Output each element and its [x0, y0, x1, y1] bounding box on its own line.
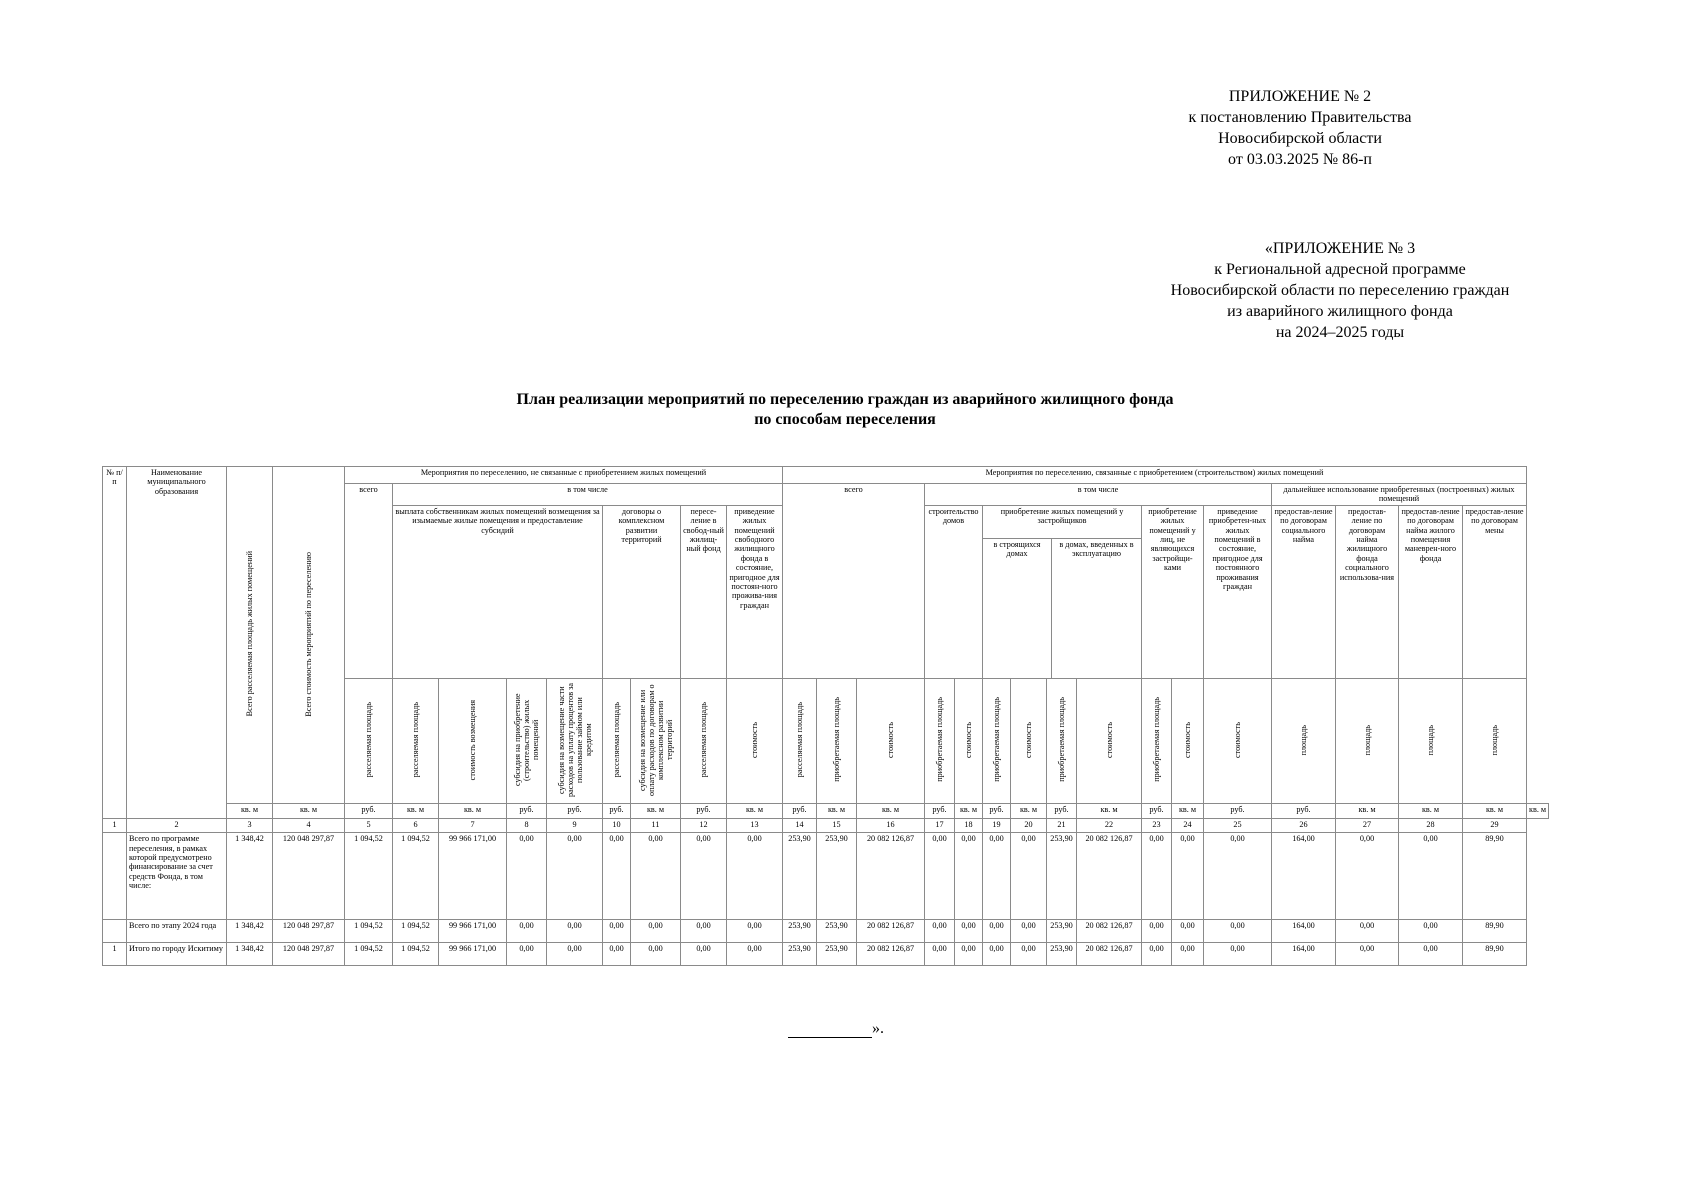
column-number-cell: 12	[681, 819, 727, 833]
value-cell: 89,90	[1463, 943, 1527, 966]
value-cell: 0,00	[1336, 833, 1399, 920]
value-cell: 0,00	[547, 920, 603, 943]
value-cell: 0,00	[681, 833, 727, 920]
value-cell: 1 094,52	[345, 920, 393, 943]
sub-cost: стоимость	[1172, 678, 1204, 803]
column-number-cell: 20	[1011, 819, 1047, 833]
unit-cell: кв. м	[1463, 804, 1527, 819]
value-cell: 89,90	[1463, 833, 1527, 920]
unit-cell: кв. м	[955, 804, 983, 819]
value-cell: 99 966 171,00	[439, 833, 507, 920]
document-title-line: по способам переселения	[754, 411, 936, 428]
value-cell: 1 094,52	[393, 943, 439, 966]
column-number-cell: 22	[1077, 819, 1142, 833]
annex-3-line: на 2024–2025 годы	[1275, 324, 1405, 341]
sub-cost: стоимость	[1011, 678, 1047, 803]
annex-3-line: из аварийного жилищного фонда	[1227, 303, 1453, 320]
unit-cell: руб.	[345, 804, 393, 819]
header-total-cost: Всего стоимость мероприятий по переселению	[273, 467, 345, 804]
value-cell: 253,90	[783, 943, 817, 966]
value-cell: 120 048 297,87	[273, 920, 345, 943]
sub-cost: стоимость	[857, 678, 925, 803]
group-exchange: предостав-ление по договорам мены	[1463, 505, 1527, 678]
plan-table-wrapper	[102, 466, 1549, 966]
value-cell: 20 082 126,87	[857, 920, 925, 943]
column-number-cell: 27	[1336, 819, 1399, 833]
sub-subsidy-interest: субсидия на возмещение части расходов на уплату процентов за пользование займом или кредитом	[547, 678, 603, 803]
column-number-cell: 23	[1142, 819, 1172, 833]
value-cell: 253,90	[1047, 833, 1077, 920]
group-bring-free-fund: приведение жилых помещений свободного жилищного фонда в состояние, пригодное для постоян-ного прожива-ния граждан	[727, 505, 783, 678]
value-cell: 0,00	[1142, 833, 1172, 920]
unit-cell: руб.	[783, 804, 817, 819]
value-cell: 253,90	[783, 920, 817, 943]
value-cell: 99 966 171,00	[439, 943, 507, 966]
sub-acquired-area: приобретаемая площадь	[1142, 678, 1172, 803]
column-number-cell: 25	[1204, 819, 1272, 833]
annex-2-line: ПРИЛОЖЕНИЕ № 2	[1228, 88, 1372, 105]
column-number-cell: 3	[227, 819, 273, 833]
nonacq-including: в том числе	[393, 484, 783, 506]
value-cell: 1 094,52	[393, 833, 439, 920]
group-acquisition: Мероприятия по переселению, связанные с приобретением (строительством) жилых помещений	[783, 467, 1527, 484]
column-numbers-row	[103, 819, 1549, 833]
group-purchase-non-developers: приобретение жилых помещений у лиц, не являющихся застройщи-ками	[1142, 505, 1204, 678]
value-cell: 0,00	[681, 920, 727, 943]
annex-3-heading	[1120, 238, 1560, 343]
header-number: № п/п	[103, 467, 127, 819]
unit-cell: кв. м	[227, 804, 273, 819]
value-cell: 164,00	[1272, 833, 1336, 920]
value-cell: 0,00	[925, 943, 955, 966]
sub-cost: стоимость	[1204, 678, 1272, 803]
value-cell: 0,00	[727, 920, 783, 943]
document-title-line: План реализации мероприятий по переселению граждан из аварийного жилищного фонда	[516, 391, 1174, 408]
value-cell: 89,90	[1463, 920, 1527, 943]
sub-area: площадь	[1399, 678, 1463, 803]
column-number-cell: 17	[925, 819, 955, 833]
table-row	[103, 833, 1549, 920]
value-cell: 0,00	[631, 920, 681, 943]
value-cell: 0,00	[955, 943, 983, 966]
column-number-cell: 9	[547, 819, 603, 833]
value-cell: 0,00	[1399, 943, 1463, 966]
column-number-cell: 29	[1463, 819, 1527, 833]
unit-cell: руб.	[507, 804, 547, 819]
row-number: 1	[103, 943, 127, 966]
unit-cell: кв. м	[393, 804, 439, 819]
value-cell: 0,00	[631, 833, 681, 920]
value-cell: 120 048 297,87	[273, 943, 345, 966]
unit-cell: руб.	[1204, 804, 1272, 819]
value-cell: 99 966 171,00	[439, 920, 507, 943]
value-cell: 0,00	[631, 943, 681, 966]
unit-cell: кв. м	[1077, 804, 1142, 819]
group-purchase-developers: приобретение жилых помещений у застройщиков в строящихся домах в домах, введенных в эксплуатацию	[983, 505, 1142, 678]
value-cell: 0,00	[1204, 920, 1272, 943]
value-cell: 253,90	[783, 833, 817, 920]
sub-cost: стоимость	[1077, 678, 1142, 803]
value-cell: 1 094,52	[345, 833, 393, 920]
column-number-cell: 7	[439, 819, 507, 833]
value-cell: 20 082 126,87	[857, 943, 925, 966]
value-cell: 0,00	[507, 920, 547, 943]
value-cell: 0,00	[1142, 943, 1172, 966]
value-cell: 0,00	[1142, 920, 1172, 943]
value-cell: 0,00	[1204, 833, 1272, 920]
value-cell: 0,00	[955, 833, 983, 920]
table-row	[103, 920, 1549, 943]
value-cell: 0,00	[1399, 920, 1463, 943]
annex-2-line: Новосибирской области	[1218, 130, 1382, 147]
column-number-cell: 21	[1047, 819, 1077, 833]
column-number-cell: 4	[273, 819, 345, 833]
row-number	[103, 833, 127, 920]
unit-cell: руб.	[603, 804, 631, 819]
sub-cost: стоимость	[955, 678, 983, 803]
annex-3-line: Новосибирской области по переселению граждан	[1170, 282, 1510, 299]
header-municipality: Наименование муниципального образования	[127, 467, 227, 819]
value-cell: 253,90	[1047, 920, 1077, 943]
column-number-cell: 5	[345, 819, 393, 833]
unit-cell: руб.	[1047, 804, 1077, 819]
nonacq-total: всего	[345, 484, 393, 679]
group-maneuver-fund: предостав-ление по договорам найма жилого помещения маневрен-ного фонда	[1399, 505, 1463, 678]
unit-cell: кв. м	[727, 804, 783, 819]
value-cell: 0,00	[1336, 920, 1399, 943]
value-cell: 0,00	[1011, 920, 1047, 943]
group-compensation-payment: выплата собственникам жилых помещений возмещения за изымаемые жилые помещения и предоставление субсидий	[393, 505, 603, 678]
value-cell: 253,90	[1047, 943, 1077, 966]
column-number-cell: 6	[393, 819, 439, 833]
group-free-fund: пересе-ление в свобод-ный жилищ-ный фонд	[681, 505, 727, 678]
value-cell: 0,00	[547, 833, 603, 920]
table-data-body	[103, 833, 1549, 966]
document-title	[300, 390, 1390, 430]
value-cell: 0,00	[983, 920, 1011, 943]
sub-acquired-area: приобретаемая площадь	[925, 678, 955, 803]
value-cell: 0,00	[1336, 943, 1399, 966]
column-number-cell: 19	[983, 819, 1011, 833]
unit-cell: кв. м	[1399, 804, 1463, 819]
value-cell: 20 082 126,87	[1077, 920, 1142, 943]
value-cell: 0,00	[1172, 833, 1204, 920]
value-cell: 0,00	[603, 943, 631, 966]
value-cell: 0,00	[1204, 943, 1272, 966]
sub-acquired-area: приобретаемая площадь	[817, 678, 857, 803]
value-cell: 1 348,42	[227, 943, 273, 966]
sub-resettled-area: расселяемая площадь	[393, 678, 439, 803]
end-quote: ».	[872, 1020, 884, 1037]
value-cell: 1 094,52	[345, 943, 393, 966]
column-number-cell: 11	[631, 819, 681, 833]
group-bring-acquired: приведение приобретен-ных жилых помещений в состояние, пригодное для постоянного проживания граждан	[1204, 505, 1272, 678]
unit-cell: кв. м	[273, 804, 345, 819]
row-name: Всего по программе переселения, в рамках которой предусмотрено финансирование за счет средств Фонда, в том числе:	[127, 833, 227, 920]
acq-including: в том числе	[925, 484, 1272, 506]
column-number-cell: 1	[103, 819, 127, 833]
sub-resettled-area: расселяемая площадь	[681, 678, 727, 803]
value-cell: 0,00	[603, 920, 631, 943]
unit-cell: кв. м	[1011, 804, 1047, 819]
sub-compensation-cost: стоимость возмещения	[439, 678, 507, 803]
value-cell: 0,00	[983, 943, 1011, 966]
value-cell: 0,00	[547, 943, 603, 966]
value-cell: 0,00	[925, 833, 955, 920]
unit-cell: кв. м	[1336, 804, 1399, 819]
column-number-cell: 14	[783, 819, 817, 833]
sub-area: площадь	[1463, 678, 1527, 803]
column-number-cell: 10	[603, 819, 631, 833]
group-territory-contracts: договоры о комплексном развитии территорий	[603, 505, 681, 678]
column-number-cell: 28	[1399, 819, 1463, 833]
group-social-use-rent: предостав-ление по договорам найма жилищного фонда социального использова-ния	[1336, 505, 1399, 678]
table-row	[103, 943, 1549, 966]
unit-cell: руб.	[925, 804, 955, 819]
column-number-cell: 24	[1172, 819, 1204, 833]
value-cell: 1 348,42	[227, 833, 273, 920]
column-number-cell: 26	[1272, 819, 1336, 833]
value-cell: 0,00	[983, 833, 1011, 920]
value-cell: 253,90	[817, 833, 857, 920]
annex-2-heading	[1140, 86, 1460, 170]
group-further-use: дальнейшее использование приобретенных (построенных) жилых помещений	[1272, 484, 1527, 506]
sub-resettled-area: расселяемая площадь	[783, 678, 817, 803]
row-name: Всего по этапу 2024 года	[127, 920, 227, 943]
row-name: Итого по городу Искитиму	[127, 943, 227, 966]
unit-cell: кв. м	[817, 804, 857, 819]
unit-cell: кв. м	[1172, 804, 1204, 819]
sub-acquired-area: приобретаемая площадь	[1047, 678, 1077, 803]
sub-subsidy-contract: субсидия на возмещение или оплату расходов по договорам о комплексном развитии территорий	[631, 678, 681, 803]
value-cell: 0,00	[1399, 833, 1463, 920]
value-cell: 0,00	[507, 943, 547, 966]
value-cell: 20 082 126,87	[1077, 943, 1142, 966]
unit-cell: кв. м	[1527, 804, 1549, 819]
value-cell: 0,00	[507, 833, 547, 920]
value-cell: 253,90	[817, 920, 857, 943]
value-cell: 0,00	[1172, 943, 1204, 966]
value-cell: 0,00	[925, 920, 955, 943]
units-row	[103, 804, 1549, 819]
column-number-cell: 2	[127, 819, 227, 833]
column-number-cell: 18	[955, 819, 983, 833]
unit-cell: руб.	[983, 804, 1011, 819]
sub-resettled-area: расселяемая площадь	[345, 678, 393, 803]
value-cell: 0,00	[955, 920, 983, 943]
sub-area: площадь	[1272, 678, 1336, 803]
value-cell: 164,00	[1272, 943, 1336, 966]
group-non-acquisition: Мероприятия по переселению, не связанные с приобретением жилых помещений	[345, 467, 783, 484]
resettlement-plan-table	[102, 466, 1549, 966]
group-social-rent: предостав-ление по договорам социального найма	[1272, 505, 1336, 678]
value-cell: 1 094,52	[393, 920, 439, 943]
value-cell: 0,00	[603, 833, 631, 920]
value-cell: 0,00	[727, 943, 783, 966]
annex-3-line: к Региональной адресной программе	[1214, 261, 1466, 278]
unit-cell: руб.	[681, 804, 727, 819]
unit-cell: руб.	[1142, 804, 1172, 819]
value-cell: 0,00	[727, 833, 783, 920]
sub-area: площадь	[1336, 678, 1399, 803]
unit-cell: кв. м	[857, 804, 925, 819]
sub-acquired-area: приобретаемая площадь	[983, 678, 1011, 803]
value-cell: 20 082 126,87	[1077, 833, 1142, 920]
group-commissioned: в домах, введенных в эксплуатацию	[1059, 539, 1134, 559]
group-house-construction: строительство домов	[925, 505, 983, 678]
value-cell: 0,00	[681, 943, 727, 966]
column-number-cell: 13	[727, 819, 783, 833]
unit-cell: руб.	[1272, 804, 1336, 819]
sub-subsidy-purchase: субсидия на приобретение (строительство) жилых помещений	[507, 678, 547, 803]
annex-2-line: от 03.03.2025 № 86-п	[1228, 151, 1372, 168]
end-mark	[788, 1020, 884, 1038]
sub-cost: стоимость	[727, 678, 783, 803]
column-number-cell: 16	[857, 819, 925, 833]
unit-cell: кв. м	[631, 804, 681, 819]
annex-3-line: «ПРИЛОЖЕНИЕ № 3	[1264, 240, 1416, 257]
column-number-cell: 8	[507, 819, 547, 833]
value-cell: 0,00	[1011, 943, 1047, 966]
value-cell: 0,00	[1011, 833, 1047, 920]
value-cell: 253,90	[817, 943, 857, 966]
unit-cell: кв. м	[439, 804, 507, 819]
value-cell: 0,00	[1172, 920, 1204, 943]
acq-total: всего	[783, 484, 925, 679]
value-cell: 164,00	[1272, 920, 1336, 943]
value-cell: 1 348,42	[227, 920, 273, 943]
sub-resettled-area: расселяемая площадь	[603, 678, 631, 803]
unit-cell: руб.	[547, 804, 603, 819]
end-underline	[788, 1023, 872, 1038]
value-cell: 120 048 297,87	[273, 833, 345, 920]
value-cell: 20 082 126,87	[857, 833, 925, 920]
header-total-area: Всего расселяемая площадь жилых помещений	[227, 467, 273, 804]
annex-2-line: к постановлению Правительства	[1188, 109, 1412, 126]
column-number-cell: 15	[817, 819, 857, 833]
group-under-construction: в строящихся домах	[983, 539, 1052, 678]
row-number	[103, 920, 127, 943]
